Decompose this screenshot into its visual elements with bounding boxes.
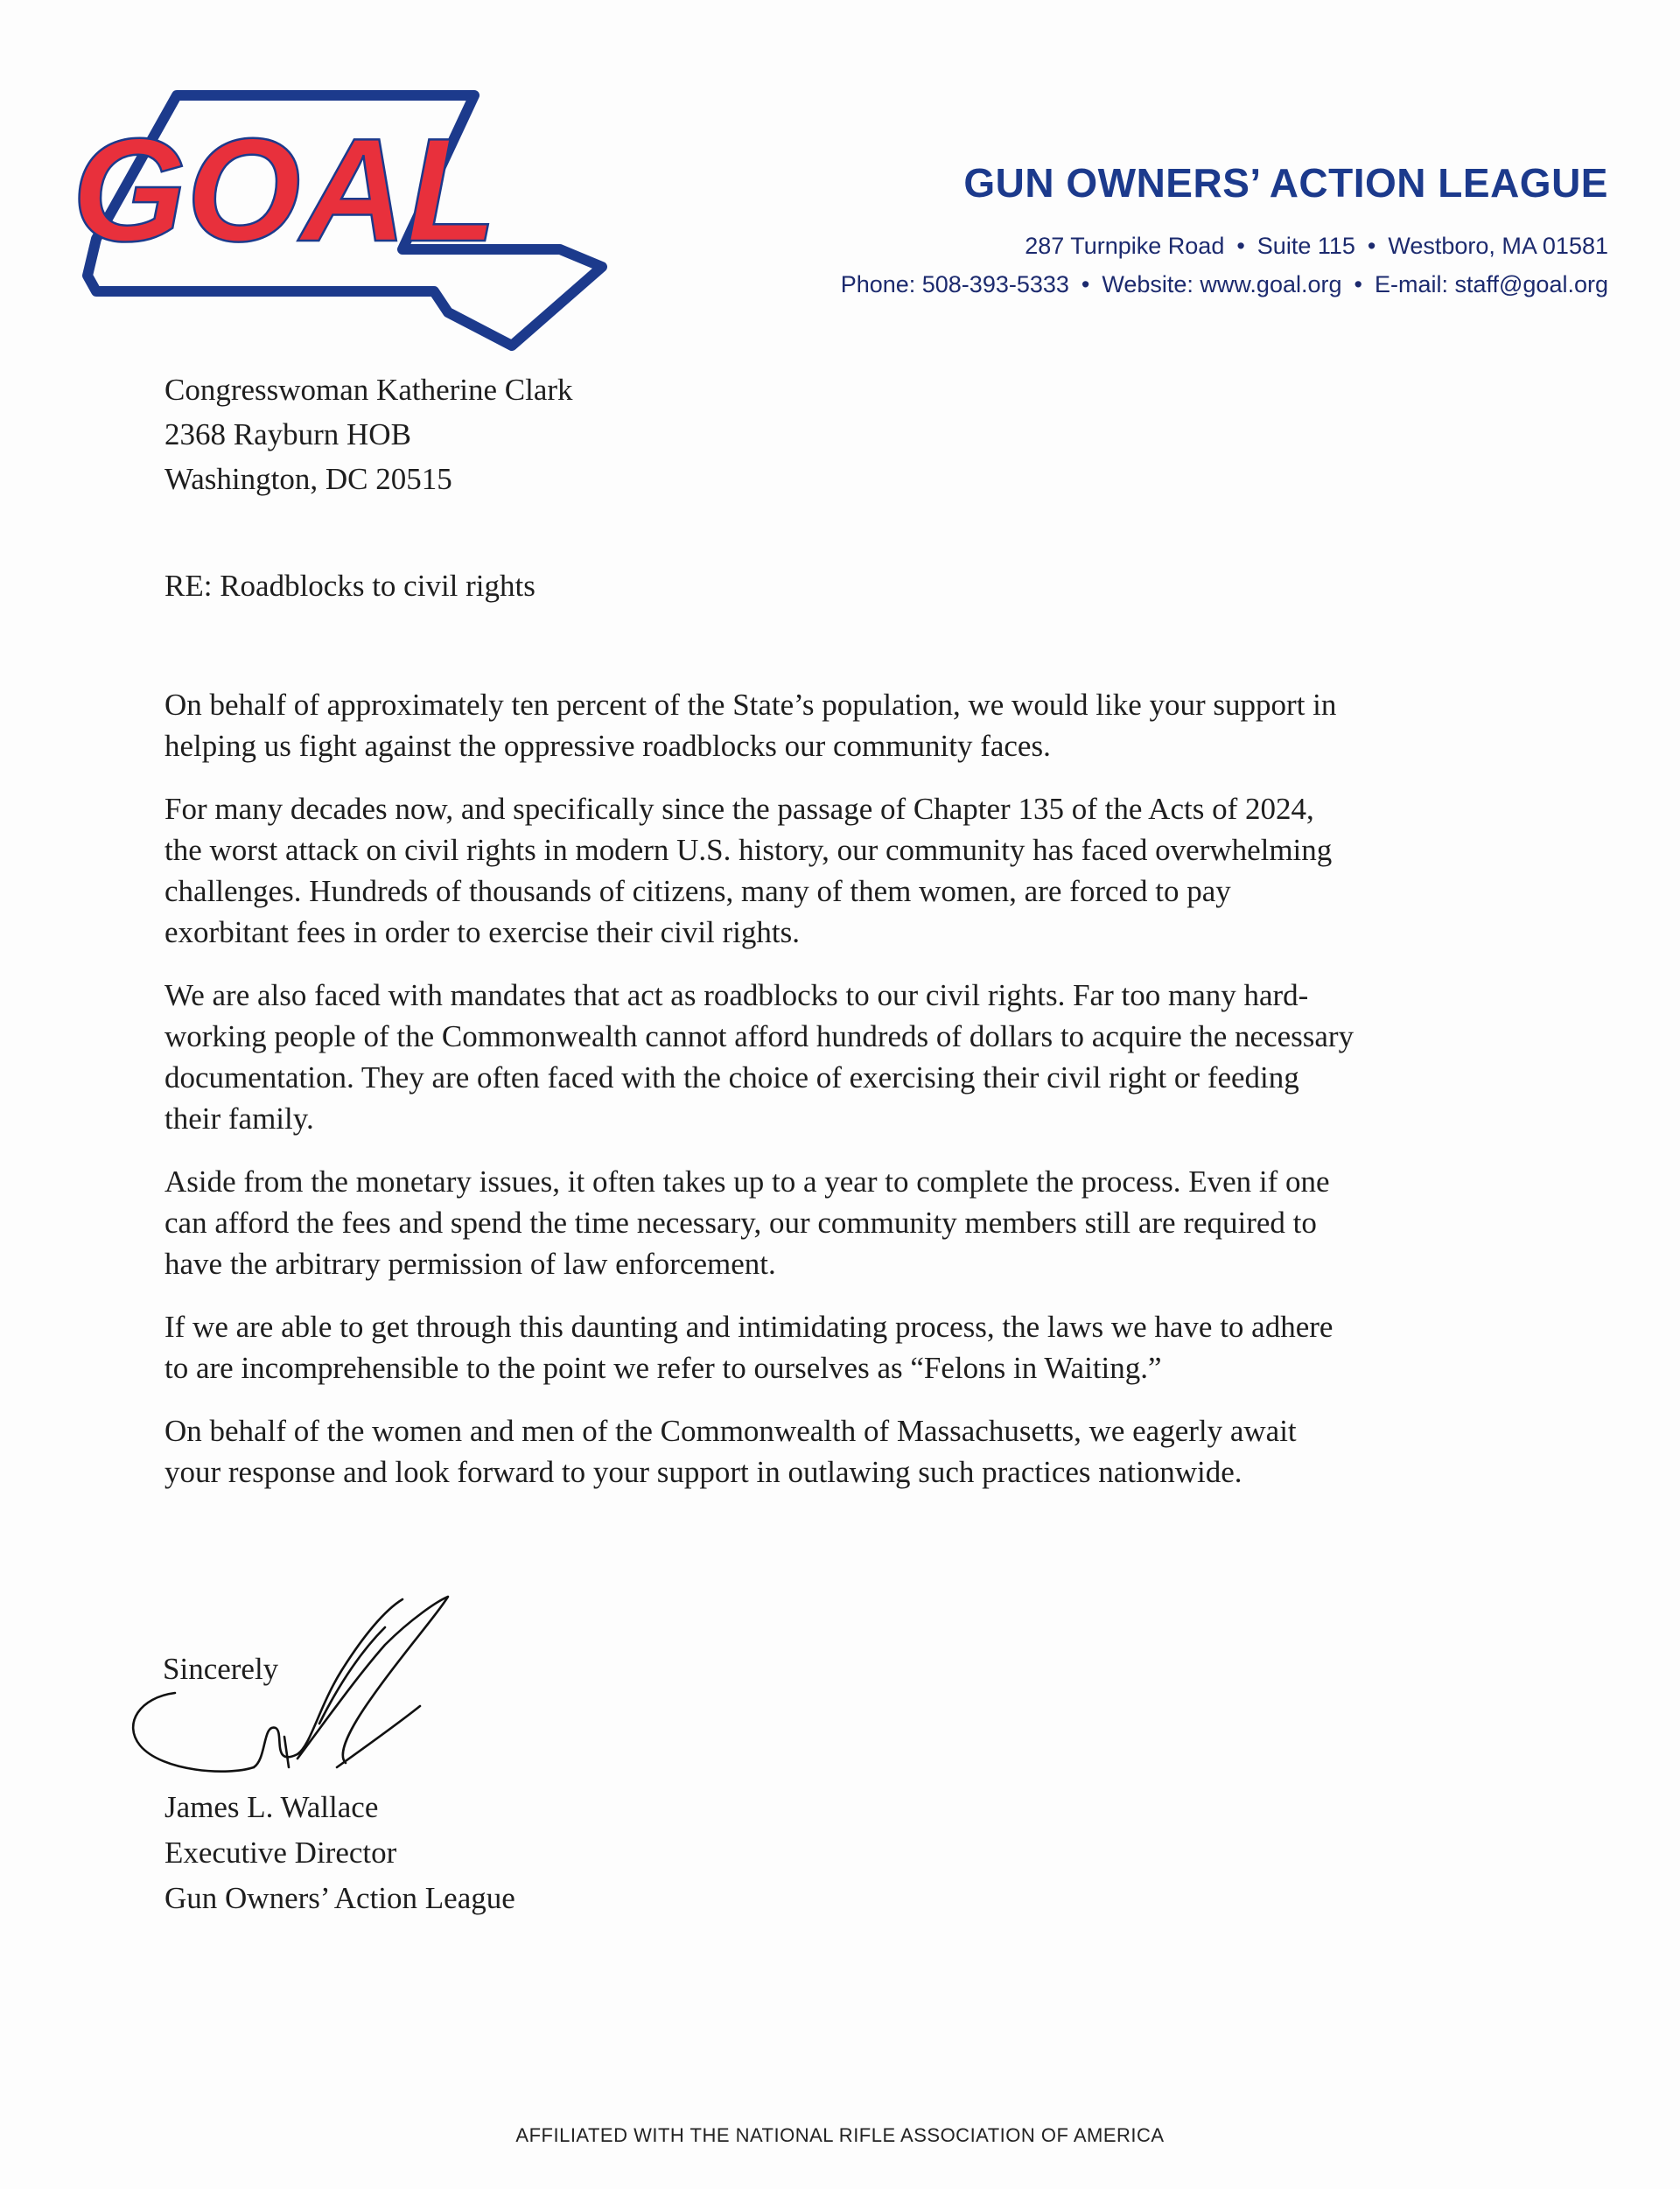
org-contact <box>841 271 1608 298</box>
bullet-separator: • <box>1367 233 1376 259</box>
paragraph-line: the worst attack on civil rights in modern U.S. history, our community has faced overwhelming <box>164 833 1333 867</box>
org-address <box>1025 233 1608 260</box>
paragraph-line: can afford the fees and spend the time necessary, our community members still are required to <box>164 1206 1317 1240</box>
paragraph-line: helping us fight against the oppressive roadblocks our community faces. <box>164 729 1051 763</box>
paragraph-line: have the arbitrary permission of law enforcement. <box>164 1247 776 1281</box>
recipient-name: Congresswoman Katherine Clark <box>164 373 573 407</box>
paragraph-line: exorbitant fees in order to exercise their civil rights. <box>164 915 800 949</box>
paragraph-line: documentation. They are often faced with the choice of exercising their civil right or feeding <box>164 1060 1299 1094</box>
goal-logo <box>70 83 612 372</box>
signatory-organization: Gun Owners’ Action League <box>164 1881 515 1915</box>
paragraph-line: On behalf of the women and men of the Commonwealth of Massachusetts, we eagerly await <box>164 1414 1297 1448</box>
paragraph <box>164 975 1477 1139</box>
org-name: GUN OWNERS’ ACTION LEAGUE <box>963 160 1608 206</box>
signatory-title: Executive Director <box>164 1836 397 1870</box>
bullet-separator: • <box>1081 271 1090 297</box>
signatory-name: James L. Wallace <box>164 1790 379 1824</box>
paragraph <box>164 1410 1477 1493</box>
handwritten-signature <box>122 1592 542 1794</box>
paragraph <box>164 684 1477 766</box>
paragraph <box>164 788 1477 953</box>
letter-body <box>164 684 1477 1514</box>
subject-line: RE: Roadblocks to civil rights <box>164 569 536 603</box>
signature-block <box>164 1785 515 1921</box>
bullet-separator: • <box>1354 271 1362 297</box>
address-city: Westboro, MA 01581 <box>1388 233 1608 259</box>
paragraph <box>164 1306 1477 1388</box>
paragraph-line: For many decades now, and specifically since the passage of Chapter 135 of the Acts of 2024, <box>164 792 1314 826</box>
paragraph-line: your response and look forward to your support in outlawing such practices nationwide. <box>164 1455 1242 1489</box>
paragraph-line: challenges. Hundreds of thousands of citizens, many of them women, are forced to pay <box>164 874 1231 908</box>
paragraph-line: their family. <box>164 1101 314 1136</box>
paragraph-line: to are incomprehensible to the point we refer to ourselves as “Felons in Waiting.” <box>164 1351 1162 1385</box>
contact-website: Website: www.goal.org <box>1102 271 1342 297</box>
address-suite: Suite 115 <box>1256 233 1355 259</box>
closing: Sincerely <box>163 1652 279 1686</box>
logo-text: GOAL <box>72 108 497 272</box>
paragraph-line: We are also faced with mandates that act as roadblocks to our civil rights. Far too many hard- <box>164 978 1309 1012</box>
bullet-separator: • <box>1236 233 1245 259</box>
footer-affiliation: AFFILIATED WITH THE NATIONAL RIFLE ASSOCIATION OF AMERICA <box>515 2124 1165 2146</box>
recipient-street: 2368 Rayburn HOB <box>164 417 411 451</box>
contact-email: E-mail: staff@goal.org <box>1374 271 1608 297</box>
paragraph-line: If we are able to get through this daunting and intimidating process, the laws we have to adhere <box>164 1310 1334 1344</box>
contact-phone: Phone: 508-393-5333 <box>840 271 1069 297</box>
recipient-address <box>164 367 573 501</box>
address-street: 287 Turnpike Road <box>1025 233 1225 259</box>
paragraph <box>164 1161 1477 1284</box>
recipient-city: Washington, DC 20515 <box>164 462 452 496</box>
paragraph-line: On behalf of approximately ten percent of the State’s population, we would like your support in <box>164 688 1337 722</box>
paragraph-line: Aside from the monetary issues, it often takes up to a year to complete the process. Even if one <box>164 1164 1330 1199</box>
paragraph-line: working people of the Commonwealth cannot afford hundreds of dollars to acquire the necessary <box>164 1019 1354 1053</box>
